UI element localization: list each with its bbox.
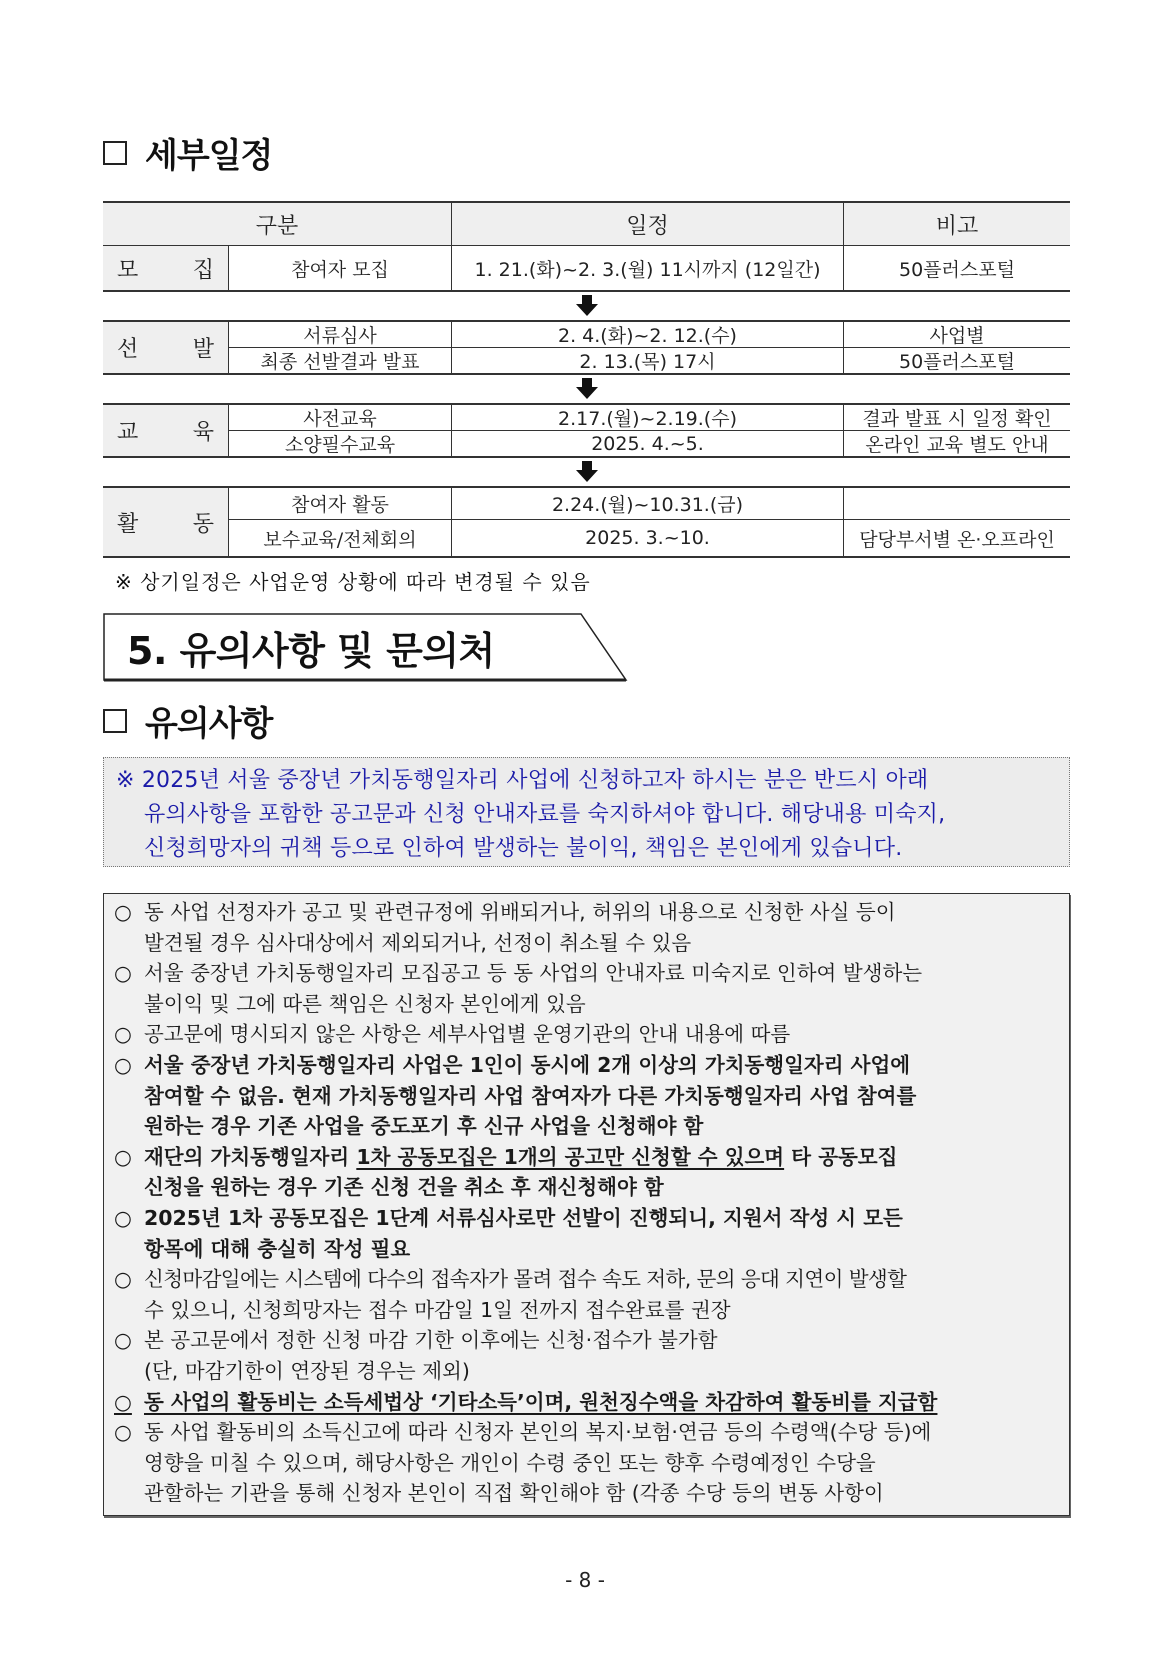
- cautions-box: [103, 893, 1070, 1516]
- table-row: [229, 430, 1070, 456]
- flow-arrow-row: [103, 458, 1070, 486]
- schedule-table: [103, 201, 1070, 558]
- item-cell: 서류심사: [229, 322, 452, 347]
- item-cell: 참여자 모집: [229, 246, 452, 290]
- table-row: [229, 322, 1070, 347]
- item-cell: 참여자 활동: [229, 488, 452, 519]
- caution-item: [114, 1387, 1061, 1418]
- header-schedule: 일정: [452, 203, 844, 245]
- schedule-heading-text: 세부일정: [145, 136, 273, 176]
- item-cell: 최종 선발결과 발표: [229, 348, 452, 373]
- caution-item: ○ 본 공고문에서 정한 신청 마감 기한 이후에는 신청·접수가 불가함 (단, 마감기한이 연장된 경우는 제외): [114, 1325, 1061, 1386]
- schedule-block-recruit: [103, 201, 1070, 292]
- item-cell: 소양필수교육: [229, 431, 452, 456]
- note-cell: 50플러스포털: [899, 258, 1015, 281]
- checkbox-square-icon: [103, 141, 127, 165]
- category-cell: 선 발: [103, 322, 229, 373]
- note-cell: 50플러스포털: [899, 351, 1015, 373]
- category-cell: 활 동: [103, 488, 229, 556]
- caution-item: ○ 공고문에 명시되지 않은 사항은 세부사업별 운영기관의 안내 내용에 따름: [114, 1019, 1061, 1050]
- schedule-footnote: ※ 상기일정은 사업운영 상황에 따라 변경될 수 있음: [115, 570, 591, 594]
- notice-line: ※ 2025년 서울 중장년 가치동행일자리 사업에 신청하고자 하시는 분은 반드시 아래: [116, 768, 929, 793]
- caution-item: ○ 동 사업 선정자가 공고 및 관련규정에 위배되거나, 허위의 내용으로 신청한 사실 등이 발견될 경우 심사대상에서 제외되거나, 선정이 취소될 수 있음: [114, 897, 1061, 958]
- caution-item: ○ 서울 중장년 가치동행일자리 모집공고 등 동 사업의 안내자료 미숙지로 인하여 발생하는 불이익 및 그에 따른 책임은 신청자 본인에게 있음: [114, 958, 1061, 1019]
- date-cell: 2.24.(월)~10.31.(금): [452, 488, 844, 519]
- caution-item: ○ 신청마감일에는 시스템에 다수의 접속자가 몰려 접수 속도 저하, 문의 응대 지연이 발생할 수 있으니, 신청희망자는 접수 마감일 1일 전까지 접수완료를 권장: [114, 1264, 1061, 1325]
- item-cell: 사전교육: [229, 405, 452, 430]
- circle-bullet-icon: ○: [114, 1144, 132, 1169]
- table-row: [229, 519, 1070, 556]
- caution-item: ○ 2025년 1차 공동모집은 1단계 서류심사로만 선발이 진행되니, 지원서 작성 시 모든 항목에 대해 충실히 작성 필요: [114, 1203, 1061, 1264]
- table-row: [229, 347, 1070, 373]
- date-cell: 2. 13.(목) 17시: [452, 348, 844, 373]
- schedule-heading: [103, 128, 272, 177]
- caution-item: ○ 서울 중장년 가치동행일자리 사업은 1인이 동시에 2개 이상의 가치동행일자리 사업에 참여할 수 없음. 현재 가치동행일자리 사업 참여자가 다른 가치동행일자리 사업 참여를 원하는 경우 기존 사업을 중도포기 후 신규 사업을 신청해야 함: [114, 1050, 1061, 1142]
- circle-bullet-icon: ○: [114, 961, 132, 986]
- circle-bullet-icon: ○: [114, 1389, 132, 1414]
- date-cell: 1. 21.(화)~2. 3.(월) 11시까지 (12일간): [452, 246, 844, 290]
- down-arrow-icon: [575, 295, 599, 317]
- checkbox-square-icon: [103, 709, 127, 733]
- circle-bullet-icon: ○: [114, 1052, 132, 1077]
- down-arrow-icon: [575, 461, 599, 483]
- underlined-emphasis: 1차 공동모집은 1개의 공고만 신청할 수 있으며: [356, 1144, 785, 1169]
- circle-bullet-icon: ○: [114, 1420, 132, 1445]
- item-cell: 보수교육/전체회의: [229, 520, 452, 556]
- cautions-heading: [103, 696, 272, 745]
- notice-line: 신청희망자의 귀책 등으로 인하여 발생하는 불이익, 책임은 본인에게 있습니다.: [144, 836, 903, 861]
- category-cell: 교 육: [103, 405, 229, 456]
- circle-bullet-icon: ○: [114, 900, 132, 924]
- circle-bullet-icon: ○: [114, 1267, 132, 1292]
- header-note: 비고: [844, 203, 1070, 245]
- note-cell: 결과 발표 시 일정 확인: [862, 408, 1052, 430]
- schedule-block-education: [103, 403, 1070, 458]
- flow-arrow-row: [103, 375, 1070, 403]
- date-cell: 2. 4.(화)~2. 12.(수): [452, 322, 844, 347]
- down-arrow-icon: [575, 378, 599, 400]
- table-row: [229, 405, 1070, 430]
- circle-bullet-icon: ○: [114, 1022, 132, 1047]
- note-cell: 온라인 교육 별도 안내: [865, 434, 1049, 456]
- date-cell: 2025. 3.~10.: [452, 520, 844, 556]
- notice-box: [103, 757, 1070, 867]
- note-cell: [844, 488, 1070, 519]
- date-cell: 2.17.(월)~2.19.(수): [452, 405, 844, 430]
- table-row: [229, 488, 1070, 519]
- underlined-emphasis: 동 사업의 활동비는 소득세법상 ‘기타소득’이며, 원천징수액을 차감하여 활동비를 지급함: [144, 1389, 938, 1414]
- header-category: 구분: [103, 203, 452, 245]
- chapter-banner: [103, 612, 628, 682]
- table-row: [103, 245, 1070, 290]
- note-cell: 사업별: [929, 325, 985, 347]
- circle-bullet-icon: ○: [114, 1205, 132, 1230]
- chapter-title: 5. 유의사항 및 문의처: [127, 629, 495, 673]
- circle-bullet-icon: ○: [114, 1328, 132, 1353]
- caution-item: ○ 동 사업 활동비의 소득신고에 따라 신청자 본인의 복지·보험·연금 등의 수령액(수당 등)에 영향을 미칠 수 있으며, 해당사항은 개인이 수령 중인 또는 향후 수령예정인 수당을 관할하는 기관을 통해 신청자 본인이 직접 확인해야 함 (각종 수당 등의 변동 사항이: [114, 1417, 1061, 1509]
- table-header-row: [103, 203, 1070, 245]
- note-cell: 담당부서별 온·오프라인: [859, 528, 1055, 551]
- cautions-heading-text: 유의사항: [145, 704, 273, 744]
- flow-arrow-row: [103, 292, 1070, 320]
- date-cell: 2025. 4.~5.: [452, 431, 844, 456]
- caution-item: ○ 재단의 가치동행일자리 1차 공동모집은 1개의 공고만 신청할 수 있으며 타 공동모집 신청을 원하는 경우 기존 신청 건을 취소 후 재신청해야 함: [114, 1142, 1061, 1203]
- category-cell: 모 집: [103, 246, 229, 290]
- schedule-block-selection: [103, 320, 1070, 375]
- notice-line: 유의사항을 포함한 공고문과 신청 안내자료를 숙지하셔야 합니다. 해당내용 미숙지,: [144, 802, 946, 827]
- page-number: - 8 -: [565, 1568, 605, 1592]
- schedule-block-activity: [103, 486, 1070, 558]
